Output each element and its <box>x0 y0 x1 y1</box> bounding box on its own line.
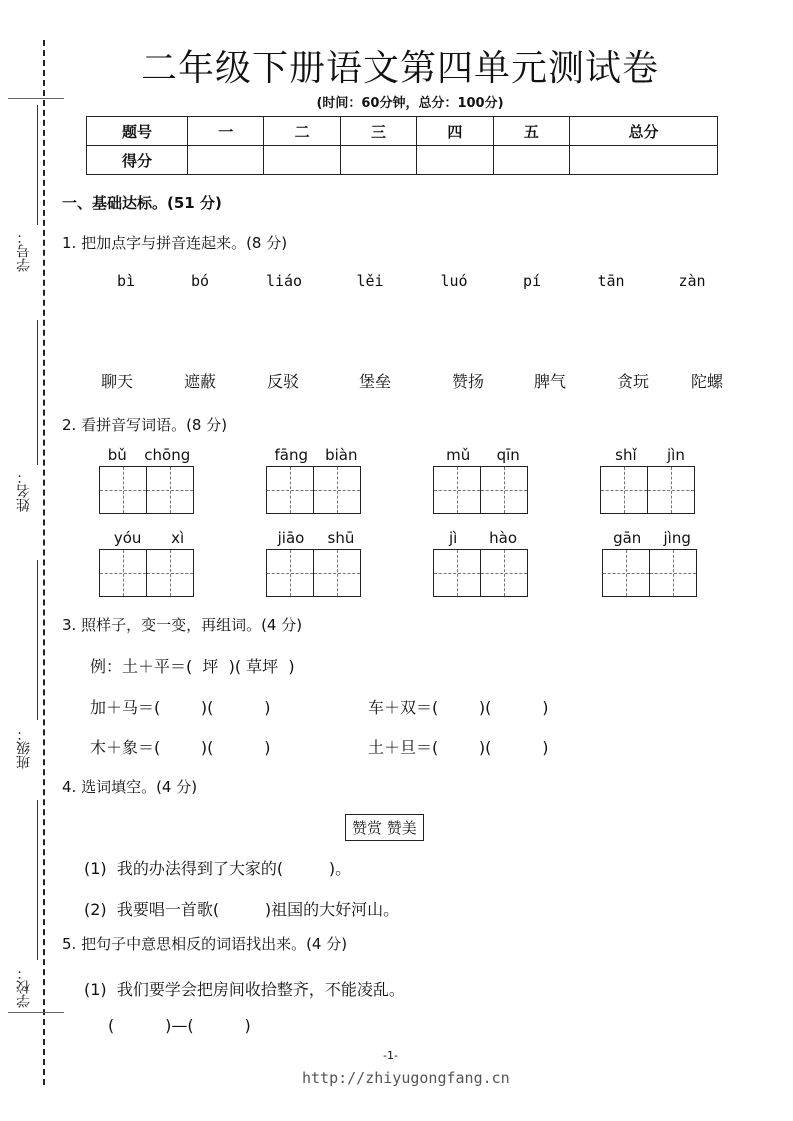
q2-pinyin: jìng <box>663 529 691 547</box>
q2-item <box>602 529 702 597</box>
writing-cell[interactable] <box>600 466 648 514</box>
q4-line[interactable]: (1) 我的办法得到了大家的( )。 <box>84 859 352 878</box>
section-1-title: 一、基础达标。(51 分) <box>62 194 222 212</box>
writing-cell[interactable] <box>266 466 314 514</box>
writing-cell[interactable] <box>602 549 650 597</box>
exam-info: (时间：60分钟，总分：100分) <box>316 96 504 111</box>
q5-prompt: 5. 把句子中意思相反的词语找出来。(4 分) <box>62 935 348 953</box>
writing-cell[interactable] <box>146 466 194 514</box>
q2-item <box>433 529 533 597</box>
score-table <box>86 116 718 175</box>
score-cell[interactable] <box>570 146 718 175</box>
score-cell[interactable] <box>264 146 340 175</box>
q3-line[interactable]: 车＋双＝( )( ) <box>368 698 549 717</box>
q1-word[interactable]: 赞扬 <box>451 372 484 391</box>
q2-pinyin: jìn <box>666 446 685 464</box>
q4-prompt: 4. 选词填空。(4 分) <box>62 778 198 796</box>
score-header-cell: 一 <box>188 117 264 146</box>
q2-item <box>266 446 366 514</box>
class-line <box>37 560 38 720</box>
school-line <box>37 800 38 960</box>
q2-pinyin: chōng <box>144 446 191 464</box>
writing-cell[interactable] <box>99 549 147 597</box>
writing-cell[interactable] <box>146 549 194 597</box>
q1-word[interactable]: 堡垒 <box>358 372 391 391</box>
q2-pinyin: bǔ <box>107 446 127 464</box>
q1-word[interactable]: 反驳 <box>266 372 299 391</box>
q1-word[interactable]: 贪玩 <box>616 372 649 391</box>
q2-pinyin: jì <box>448 529 458 547</box>
q2-pinyin: fāng <box>274 446 309 464</box>
student-id-line <box>37 105 38 225</box>
q3-line[interactable]: 木＋象＝( )( ) <box>90 738 271 757</box>
q1-pinyin[interactable]: luó <box>440 272 468 290</box>
name-label: 姓名： <box>16 470 32 512</box>
q2-pinyin: biàn <box>325 446 358 464</box>
q2-pinyin: qīn <box>496 446 520 464</box>
q1-pinyin[interactable]: bó <box>190 272 210 290</box>
score-row-label: 得分 <box>87 146 188 175</box>
score-cell[interactable] <box>340 146 416 175</box>
score-table-score-row <box>87 146 718 175</box>
writing-cell[interactable] <box>480 466 528 514</box>
q1-word[interactable]: 陀螺 <box>690 372 723 391</box>
writing-cell[interactable] <box>313 549 361 597</box>
q3-line[interactable]: 土＋旦＝( )( ) <box>368 738 549 757</box>
q2-pinyin: hào <box>489 529 518 547</box>
q2-pinyin: mǔ <box>446 446 471 464</box>
q3-line[interactable]: 加＋马＝( )( ) <box>90 698 271 717</box>
binding-top-rule <box>8 98 64 99</box>
q1-pinyin[interactable]: bì <box>116 272 136 290</box>
q2-pinyin: shǐ <box>615 446 637 464</box>
q3-example: 例：土＋平＝( 坪 )( 草坪 ) <box>90 657 295 676</box>
writing-cell[interactable] <box>433 549 481 597</box>
writing-cell[interactable] <box>647 466 695 514</box>
class-label: 班级： <box>16 727 32 769</box>
q2-item <box>99 446 199 514</box>
score-header-cell: 五 <box>493 117 569 146</box>
binding-dashed-line <box>43 40 45 1085</box>
q1-pinyin[interactable]: liáo <box>265 272 303 290</box>
q1-pinyin[interactable]: pí <box>522 272 542 290</box>
q1-pinyin[interactable]: lěi <box>356 272 384 290</box>
q4-line[interactable]: (2) 我要唱一首歌( )祖国的大好河山。 <box>84 900 400 919</box>
q1-prompt: 1. 把加点字与拼音连起来。(8 分) <box>62 234 288 252</box>
q4-word-choices: 赞赏 赞美 <box>345 814 424 841</box>
q1-pinyin[interactable]: tān <box>597 272 625 290</box>
writing-cell[interactable] <box>266 549 314 597</box>
q5-sentence: (1) 我们要学会把房间收拾整齐，不能凌乱。 <box>84 980 405 999</box>
binding-bottom-rule <box>8 1012 64 1013</box>
q2-pinyin: shū <box>327 529 355 547</box>
writing-cell[interactable] <box>99 466 147 514</box>
school-label: 学校： <box>16 966 32 1008</box>
page-title: 二年级下册语文第四单元测试卷 <box>140 48 659 89</box>
writing-cell[interactable] <box>649 549 697 597</box>
q2-pinyin: xì <box>171 529 185 547</box>
page-number: -1- <box>383 1049 398 1062</box>
score-cell[interactable] <box>417 146 493 175</box>
q2-pinyin: jiāo <box>277 529 305 547</box>
writing-cell[interactable] <box>313 466 361 514</box>
q2-item <box>433 446 533 514</box>
writing-cell[interactable] <box>480 549 528 597</box>
q2-prompt: 2. 看拼音写词语。(8 分) <box>62 416 228 434</box>
q1-word[interactable]: 脾气 <box>533 372 566 391</box>
q1-pinyin[interactable]: zàn <box>678 272 706 290</box>
name-line <box>37 320 38 465</box>
student-id-label: 学号： <box>16 230 32 272</box>
score-cell[interactable] <box>188 146 264 175</box>
q2-pinyin: yóu <box>113 529 142 547</box>
score-cell[interactable] <box>493 146 569 175</box>
q2-item <box>600 446 700 514</box>
score-header-cell: 二 <box>264 117 340 146</box>
q2-item <box>266 529 366 597</box>
score-header-cell: 题号 <box>87 117 188 146</box>
score-header-cell: 三 <box>340 117 416 146</box>
writing-cell[interactable] <box>433 466 481 514</box>
q1-word[interactable]: 聊天 <box>100 372 133 391</box>
q2-item <box>99 529 199 597</box>
q2-pinyin: gān <box>613 529 642 547</box>
source-url: http://zhiyugongfang.cn <box>302 1069 510 1087</box>
score-header-cell: 总分 <box>570 117 718 146</box>
score-header-cell: 四 <box>417 117 493 146</box>
q3-prompt: 3. 照样子，变一变，再组词。(4 分) <box>62 616 303 634</box>
score-table-header-row <box>87 117 718 146</box>
q1-word[interactable]: 遮蔽 <box>183 372 216 391</box>
q5-answer-line[interactable]: ( )—( ) <box>108 1016 251 1035</box>
